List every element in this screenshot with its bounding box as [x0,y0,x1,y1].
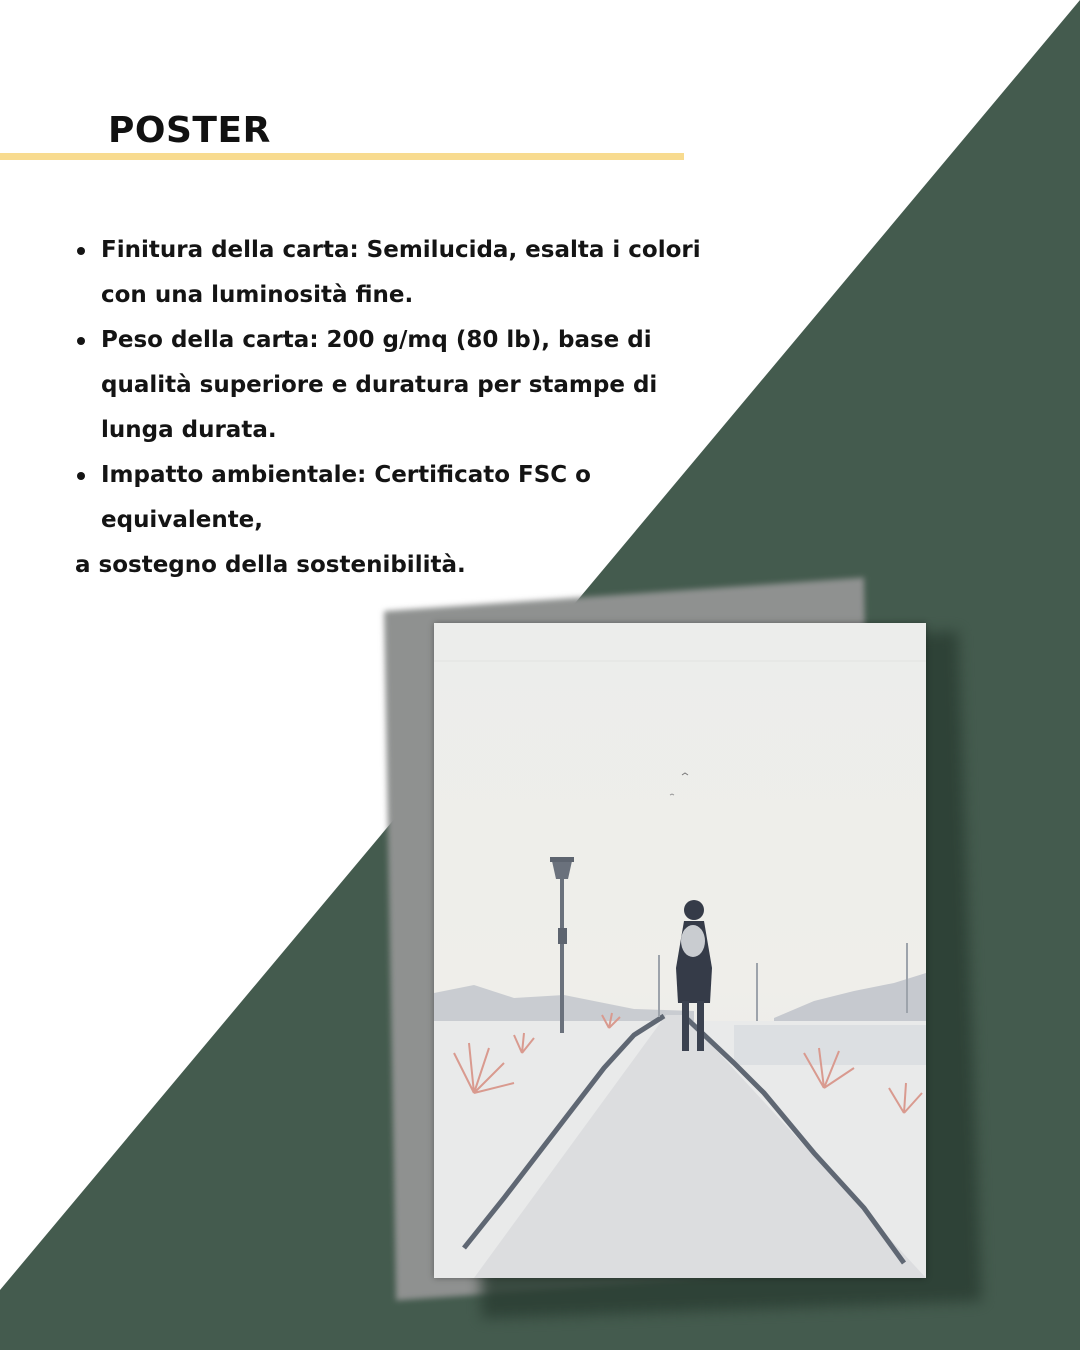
feature-environmental-impact: Impatto ambientale: Certificato FSC o equivalente, [75,453,641,543]
page-title: POSTER [108,110,271,151]
sustainability-note: a sostegno della sostenibilità. [75,552,466,578]
title-underline [0,153,684,160]
feature-list [75,228,735,543]
feature-paper-weight: Peso della carta: 200 g/mq (80 lb), base di qualità superiore e duratura per stampe di lunga durata. [75,318,735,453]
woman-walking-on-path-icon [434,623,926,1278]
poster-mockup [434,623,926,1278]
feature-paper-finish: Finitura della carta: Semilucida, esalta i colori con una luminosità fine. [75,228,735,318]
